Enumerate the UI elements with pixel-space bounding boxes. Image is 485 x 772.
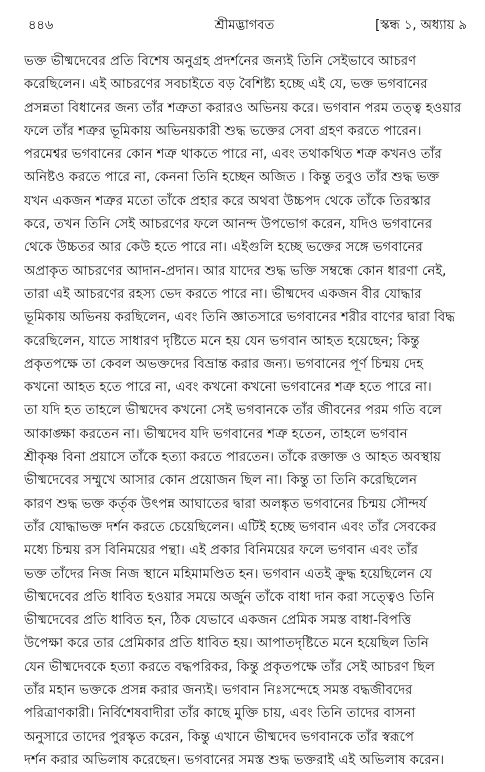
text-line: মধ্যে চিন্ময় রস বিনিময়ের পন্থা। এই প্রকার বিনিময়ের ফলে ভগবান এবং তাঁর (24, 543, 418, 559)
text-line: দর্শন করার অভিলাষ করেছেন। ভগবানের সমস্ত শুদ্ধ ভক্তরাই এই অভিলাষ করেন। (24, 752, 445, 768)
text-line: ভক্ত ভীষ্মদেবের প্রতি বিশেষ অনুগ্রহ প্রদর্শনের জন্যই তিনি সেইভাবে আচরণ (24, 54, 417, 69)
text-line: ভীষ্মদেবের প্রতি ধাবিত হওয়ার সময়ে অর্জুন তাঁকে বাধা দান করা সত্ত্বেও তিনি (24, 589, 435, 605)
text-line: প্রকৃতপক্ষে তা কেবল অভক্তদের বিভ্রান্ত করার জন্য। ভগবানের পূর্ণ চিন্ময় দেহ (24, 356, 424, 372)
text-line: ফলে তাঁর শত্রুর ভূমিকায় অভিনয়কারী শুদ্ধ ভক্তের সেবা গ্রহণ করতে পারেন। (24, 123, 422, 139)
text-line: তা যদি হত তাহলে ভীষ্মদেব কখনো সেই ভগবানকে তাঁর জীবনের পরম গতি বলে (24, 403, 442, 419)
text-line: ভূমিকায় অভিনয় করছিলেন, এবং তিনি জ্ঞাতসারে ভগবানের শরীর বাণের দ্বারা বিদ্ধ (24, 310, 455, 326)
text-line: থেকে উচ্চতর আর কেউ হতে পারে না। এইগুলি হচ্ছে ভক্তের সঙ্গে ভগবানের (24, 240, 423, 256)
text-line: তাঁর মহান ভক্তকে প্রসন্ন করার জন্যই। ভগবান নিঃসন্দেহে সমস্ত বদ্ধজীবদের (24, 683, 413, 699)
text-line: প্রসন্নতা বিধানের জন্য তাঁর শত্রুতা করারও অভিনয় করে। ভগবান পরম তত্ত্ব হওয়ার (24, 100, 462, 116)
text-line: তারা এই আচরণের রহস্য ভেদ করতে পারে না। ভীষ্মদেব একজন বীর যোদ্ধার (24, 286, 422, 302)
text-line: অনিষ্টও করতে পারে না, কেননা তিনি হচ্ছেন অজিত । কিন্তু তবুও তাঁর শুদ্ধ ভক্ত (24, 170, 440, 186)
text-line: উপেক্ষা করে তার প্রেমিকার প্রতি ধাবিত হয়। আপাতদৃষ্টিতে মনে হয়েছিল তিনি (24, 636, 429, 652)
text-line: ভক্ত তাঁদের নিজ নিজ স্থানে মহিমামণ্ডিত হন। ভগবান এতই ক্রুদ্ধ হয়েছিলেন যে (24, 566, 433, 582)
text-line: করেছিলেন, যাতে সাধারণ দৃষ্টিতে মনে হয় যেন ভগবান আহত হয়েছেন; কিন্তু (24, 333, 420, 349)
page-header (22, 16, 467, 36)
text-line: শ্রীকৃষ্ণ বিনা প্রয়াসে তাঁকে হত্যা করতে পারতেন। তাঁকে রক্তাক্ত ও আহত অবস্থায় (24, 450, 441, 466)
body-text (24, 50, 467, 772)
text-line: করেছিলেন। এই আচরণের সবচাইতে বড় বৈশিষ্ট্য হচ্ছে এই যে, ভক্ত ভগবানের (24, 77, 428, 93)
chapter-reference: [স্কন্ধ ১, অধ্যায় ৯ (375, 18, 467, 33)
text-line: যখন একজন শত্রুর মতো তাঁকে প্রহার করে অথবা উচ্চপদ থেকে তাঁকে তিরস্কার (24, 193, 431, 209)
book-title: শ্রীমদ্ভাগবত (214, 18, 275, 33)
text-line: তাঁর যোদ্ধাভক্ত দর্শন করতে চেয়েছিলেন। এটিই হচ্ছে ভগবান এবং তাঁর সেবকের (24, 519, 437, 535)
text-line: করে, তখন তিনি সেই আচরণের ফলে আনন্দ উপভোগ করেন, যদিও ভগবানের (24, 217, 433, 233)
text-line: যেন ভীষ্মদেবকে হত্যা করতে বদ্ধপরিকর, কিন্তু প্রকৃতপক্ষে তাঁর সেই আচরণ ছিল (24, 659, 435, 675)
text-line: পরিত্রাণকারী। নির্বিশেষবাদীরা তাঁর কাছে মুক্তি চায়, এবং তিনি তাদের বাসনা (24, 706, 416, 722)
text-line: ভীষ্মদেবের সম্মুখে আসার কোন প্রয়োজন ছিল না। কিন্তু তা তিনি করেছিলেন (24, 473, 417, 489)
text-line: অপ্রাকৃত আচরণের আদান-প্রদান। আর যাদের শুদ্ধ ভক্তি সম্বন্ধে কোন ধারণা নেই, (24, 263, 447, 279)
page-number: ৪৪৬ (28, 18, 54, 33)
text-line: অনুসারে তাদের পুরস্কৃত করেন, কিন্তু এখানে ভীষ্মদেব ভগবানকে তাঁর স্বরূপে (24, 729, 414, 745)
text-line: পরমেশ্বর ভগবানের কোন শত্রু থাকতে পারে না, এবং তথাকথিত শত্রু কখনও তাঁর (24, 147, 442, 163)
text-line: কারণ শুদ্ধ ভক্ত কর্তৃক উৎপন্ন আঘাতের দ্বারা অলঙ্কৃত ভগবানের চিন্ময় সৌন্দর্য (24, 496, 427, 512)
text-line: আকাঙ্ক্ষা করতেন না। ভীষ্মদেব যদি ভগবানের শত্রু হতেন, তাহলে ভগবান (24, 426, 408, 442)
text-line: ভীষ্মদেবের প্রতি ধাবিত হন, ঠিক যেভাবে একজন প্রেমিক সমস্ত বাধা-বিপত্তি (24, 613, 412, 629)
text-line: কখনো আহত হতে পারে না, এবং কখনো কখনো ভগবানের শত্রু হতে পারে না। (24, 380, 432, 396)
